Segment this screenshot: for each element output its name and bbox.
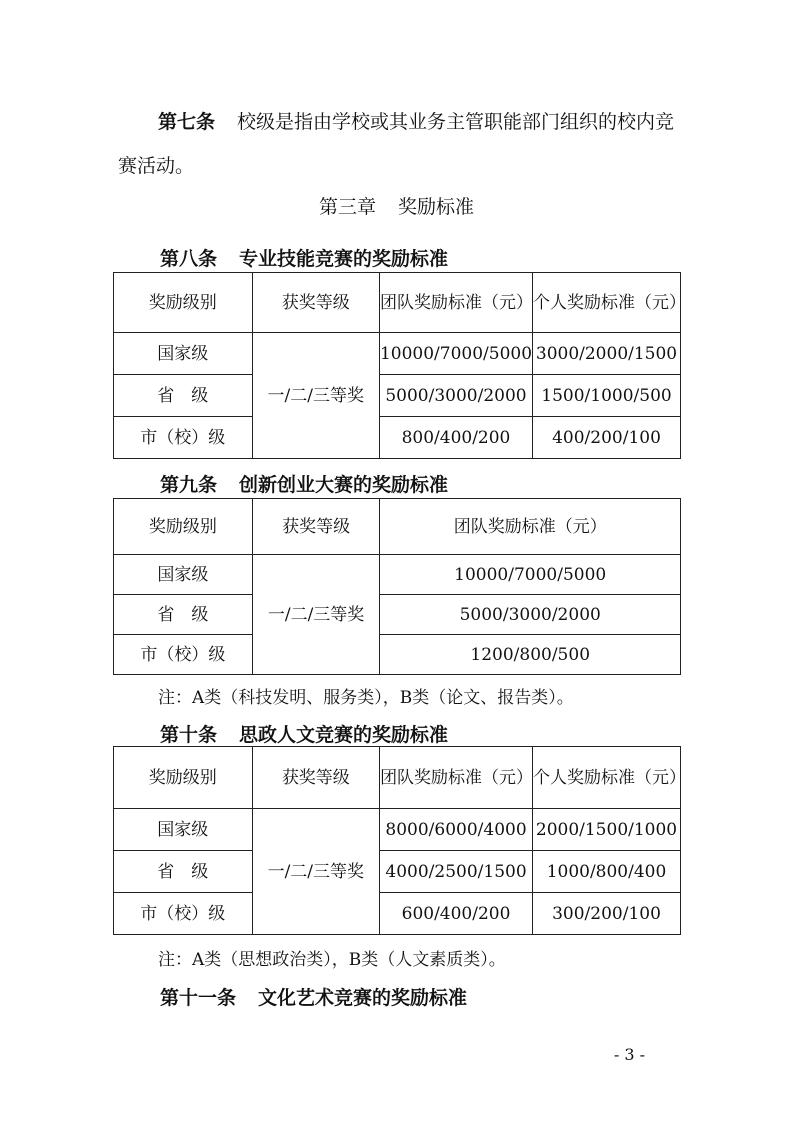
header-cell: 获奖等级: [252, 499, 380, 555]
team-cell: 600/400/200: [380, 893, 533, 935]
article-9-title: 创新创业大赛的奖励标准: [239, 474, 449, 496]
table-row: [114, 595, 681, 635]
level-cell: 市（校）级: [114, 893, 253, 935]
team-cell: 5000/3000/2000: [379, 375, 532, 417]
page-number: - 3 -: [613, 1045, 645, 1064]
article-11-title: 文化艺术竞赛的奖励标准: [258, 987, 468, 1009]
article-8-title: 专业技能竞赛的奖励标准: [239, 248, 449, 270]
header-cell: 团队奖励标准（元）: [379, 273, 532, 333]
individual-cell: 300/200/100: [533, 893, 681, 935]
article-11-heading: [160, 983, 467, 1010]
article-10-label: 第十条: [160, 724, 218, 746]
header-cell: 团队奖励标准（元）: [380, 747, 533, 809]
team-cell: 10000/7000/5000: [380, 555, 681, 595]
header-cell: 奖励级别: [114, 273, 253, 333]
article-9-note: 注：A类（科技发明、服务类），B类（论文、报告类）。: [158, 688, 574, 708]
table-row: [114, 333, 681, 375]
article-10-table: [113, 746, 686, 935]
header-cell: 个人奖励标准（元）: [533, 747, 681, 809]
article-8-heading: [160, 244, 448, 271]
table-header-row: [114, 499, 681, 555]
table-row: [114, 375, 681, 417]
article-7-paragraph: [118, 100, 688, 188]
level-cell: 国家级: [114, 809, 253, 851]
table-row: [114, 851, 681, 893]
level-cell: 省 级: [114, 375, 253, 417]
article-8-label: 第八条: [160, 248, 218, 270]
individual-cell: 400/200/100: [533, 417, 681, 459]
article-8-table: [113, 272, 687, 459]
table-row: [114, 555, 681, 595]
article-7-text: 校级是指由学校或其业务主管职能部门组织的校内竞赛活动。: [118, 111, 675, 177]
table-row: [114, 809, 681, 851]
level-cell: 省 级: [114, 595, 253, 635]
team-cell: 4000/2500/1500: [380, 851, 533, 893]
table-row: [114, 635, 681, 675]
table-row: [114, 893, 681, 935]
article-10-note: 注：A类（思想政治类），B类（人文素质类）。: [158, 950, 506, 970]
header-cell: 奖励级别: [114, 499, 253, 555]
level-cell: 市（校）级: [114, 635, 253, 675]
level-cell: 省 级: [114, 851, 253, 893]
chapter-title: 奖励标准: [398, 196, 475, 218]
individual-cell: 2000/1500/1000: [533, 809, 681, 851]
individual-cell: 1000/800/400: [533, 851, 681, 893]
individual-cell: 3000/2000/1500: [533, 333, 681, 375]
chapter-heading: [0, 192, 793, 219]
header-cell: 奖励级别: [114, 747, 253, 809]
individual-cell: 1500/1000/500: [533, 375, 681, 417]
level-cell: 市（校）级: [114, 417, 253, 459]
table-row: [114, 417, 681, 459]
article-11-label: 第十一条: [160, 987, 237, 1009]
team-cell: 1200/800/500: [380, 635, 681, 675]
table-header-row: [114, 273, 681, 333]
article-10-heading: [160, 720, 448, 747]
grade-cell: 一/二/三等奖: [252, 333, 379, 459]
article-9-table: [113, 498, 681, 675]
article-9-label: 第九条: [160, 474, 218, 496]
article-10-title: 思政人文竞赛的奖励标准: [239, 724, 449, 746]
chapter-number: 第三章: [318, 196, 376, 218]
level-cell: 国家级: [114, 555, 253, 595]
team-cell: 8000/6000/4000: [380, 809, 533, 851]
header-cell: 获奖等级: [252, 273, 379, 333]
header-cell: 个人奖励标准（元）: [533, 273, 681, 333]
grade-cell: 一/二/三等奖: [252, 555, 380, 675]
level-cell: 国家级: [114, 333, 253, 375]
grade-cell: 一/二/三等奖: [252, 809, 379, 935]
team-cell: 10000/7000/5000: [379, 333, 532, 375]
article-9-heading: [160, 470, 448, 497]
team-cell: 5000/3000/2000: [380, 595, 681, 635]
table-header-row: [114, 747, 681, 809]
team-cell: 800/400/200: [379, 417, 532, 459]
header-cell: 团队奖励标准（元）: [380, 499, 681, 555]
header-cell: 获奖等级: [252, 747, 379, 809]
article-7-label: 第七条: [158, 111, 216, 133]
